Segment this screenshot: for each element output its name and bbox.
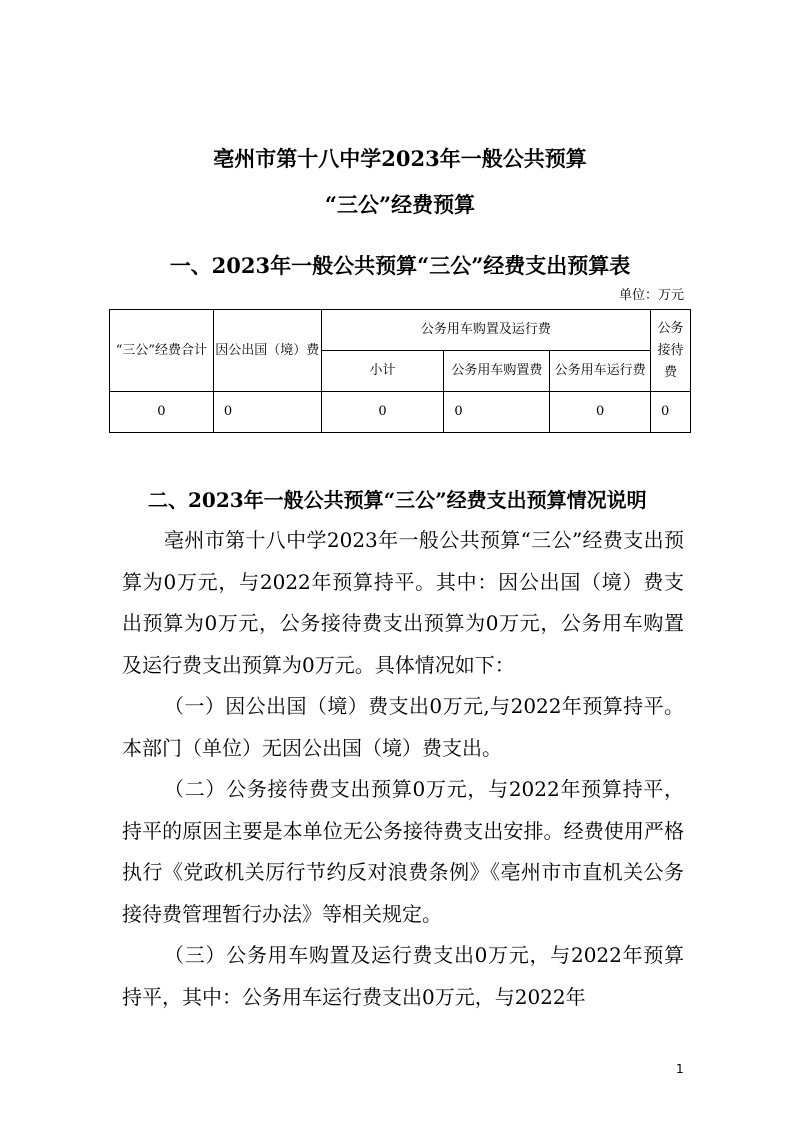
header-subtotal: 小计 (321, 351, 444, 392)
cell-vehicle-purchase: 0 (444, 392, 550, 433)
page-number: 1 (676, 1062, 684, 1076)
paragraph-vehicle: （三）公务用车购置及运行费支出0万元，与2022年预算持平，其中：公务用车运行费支出0万元，与2022年 (122, 943, 684, 1009)
header-reception: 公务接待费 (651, 310, 691, 392)
header-vehicle-purchase: 公务用车购置费 (444, 351, 550, 392)
cell-abroad: 0 (213, 392, 321, 433)
paragraph-reception: （二）公务接待费支出预算0万元，与2022年预算持平，持平的原因主要是本单位无公务接待费支出安排。经费使用严格执行《党政机关厉行节约反对浪费条例》《亳州市市直机关公务接待费管理暂行办法》等相关规定。 (122, 777, 684, 926)
header-abroad: 因公出国（境）费 (213, 310, 321, 392)
document-title: 亳州市第十八中学2023年一般公共预算 (213, 146, 587, 171)
budget-table (109, 309, 691, 433)
table-row (110, 392, 691, 433)
header-total: “三公”经费合计 (110, 310, 214, 392)
cell-total: 0 (110, 392, 214, 433)
table-header-row (110, 310, 691, 351)
section-heading-1: 一、2023年一般公共预算“三公”经费支出预算表 (169, 253, 631, 278)
cell-reception: 0 (651, 392, 691, 433)
cell-vehicle-operation: 0 (550, 392, 651, 433)
unit-label: 单位：万元 (618, 288, 684, 303)
document-subtitle: “三公”经费预算 (324, 192, 476, 217)
header-vehicle-group: 公务用车购置及运行费 (321, 310, 650, 351)
paragraph-abroad: （一）因公出国（境）费支出0万元,与2022年预算持平。本部门（单位）无因公出国（境）费支出。 (122, 694, 684, 760)
cell-subtotal: 0 (321, 392, 444, 433)
paragraph-summary: 亳州市第十八中学2023年一般公共预算“三公”经费支出预算为0万元，与2022年预算持平。其中：因公出国（境）费支出预算为0万元，公务接待费支出预算为0万元，公务用车购置及运行费支出预算为0万元。具体情况如下： (122, 528, 684, 677)
header-vehicle-operation: 公务用车运行费 (550, 351, 651, 392)
section-heading-2: 二、2023年一般公共预算“三公”经费支出预算情况说明 (148, 488, 647, 512)
